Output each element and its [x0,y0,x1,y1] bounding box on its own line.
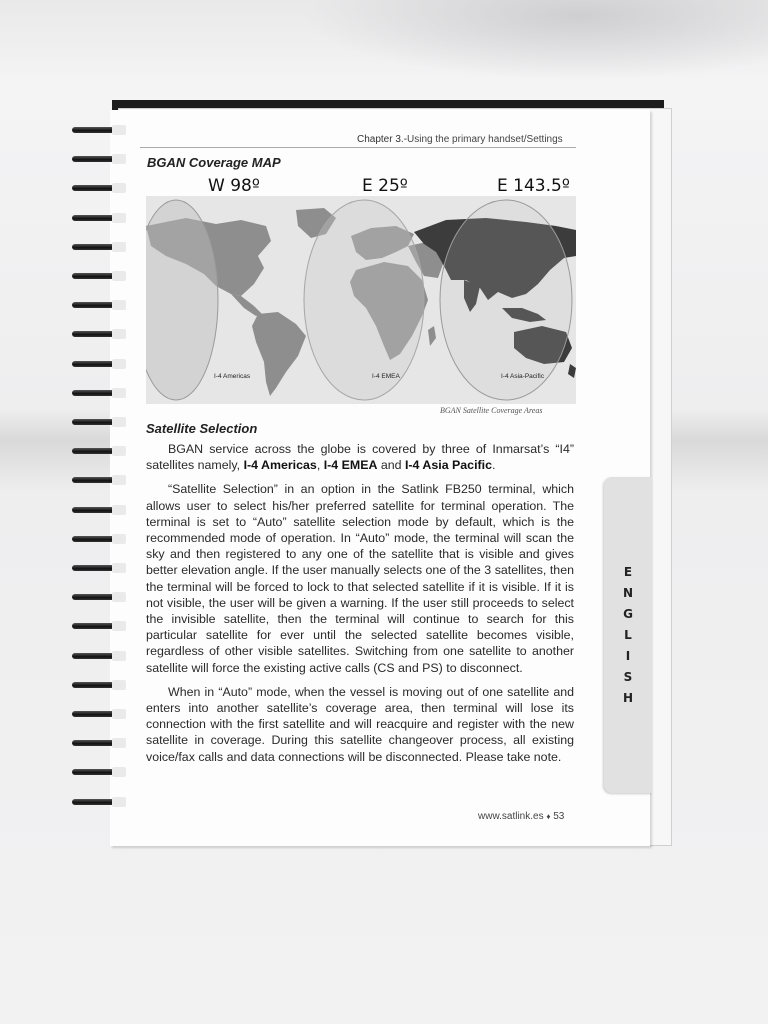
p1-text-d: and [377,458,405,473]
region-label-americas: I-4 Americas [214,373,251,380]
spiral-ring [72,329,126,341]
header-rule [140,147,576,148]
background-shadow [300,0,768,80]
language-tab-label [604,562,652,709]
map-title: BGAN Coverage MAP [147,155,281,170]
p1-text-c: , [316,458,324,473]
p1-text-a: BGAN service across the globe is covered by three of Inmarsat’s “I4” satellites namely, [146,442,574,473]
p1-bold-emea: I-4 EMEA [323,458,378,473]
satellite-label-emea: E 25º [362,176,408,196]
spiral-ring [72,475,126,487]
spiral-ring [72,738,126,750]
spiral-ring [72,417,126,429]
spiral-ring [72,767,126,779]
paragraph-3: When in “Auto” mode, when the vessel is moving out of one satellite and enters into another satellite’s coverage area, then terminal will lose its connection with the first satellite and will reacquire and register with the new satellite in coverage. During this satellite changeover process, all existing voice/fax calls and data connections will be disconnected. Please take note. [146,684,574,764]
spiral-ring [72,651,126,663]
spiral-ring [72,592,126,604]
spiral-ring [72,300,126,312]
language-tab-letter: E [623,565,633,579]
spiral-ring [72,125,126,137]
language-tab-letter: G [623,607,633,621]
footer-diamond-icon: ♦ [546,812,551,821]
satellite-label-americas: W 98º [208,176,260,196]
satellite-label-asia: E 143.5º [497,176,570,196]
p1-bold-americas: I-4 Americas [243,458,317,473]
spiral-ring [72,797,126,809]
spiral-ring [72,709,126,721]
spiral-ring [72,359,126,371]
spiral-ring [72,213,126,225]
language-tab-letter: L [624,628,632,642]
language-tab-letter: S [623,670,633,684]
paragraph-1 [146,441,574,473]
p1-text-e: . [491,458,496,473]
spiral-binding [72,125,132,825]
world-map-image [146,196,576,404]
language-tab-letter: N [622,586,634,600]
spiral-ring [72,534,126,546]
page-number: 53 [553,811,565,822]
spiral-ring [72,271,126,283]
spiral-ring [72,242,126,254]
language-tab-letter: H [622,691,634,705]
chapter-header [357,134,577,145]
spiral-ring [72,154,126,166]
spiral-ring [72,563,126,575]
chapter-label: Chapter 3.- [357,134,408,145]
page-footer [478,811,564,822]
spiral-ring [72,183,126,195]
region-label-asia: I-4 Asia-Pacific [501,373,544,380]
chapter-section: Using the primary handset/Settings [407,134,563,145]
p1-bold-asia: I-4 Asia Pacific [404,458,492,473]
section-title: Satellite Selection [146,421,258,436]
spiral-ring [72,680,126,692]
map-caption: BGAN Satellite Coverage Areas [440,406,543,415]
spiral-ring [72,621,126,633]
region-label-emea: I-4 EMEA [372,373,400,380]
spiral-ring [72,388,126,400]
footer-url: www.satlink.es [478,811,544,822]
spiral-ring [72,505,126,517]
paragraph-2: “Satellite Selection” in an option in the Satlink FB250 terminal, which allows user to select his/her preferred satellite for terminal operation. The terminal is set to “Auto” satellite selection mode by default, which is the recommended mode of operation. In “Auto” mode, the terminal will scan the sky and then registered to any one of the satellite that is visible and gives better elevation angle. If the user manually selects one of the 3 satellites, then the terminal will be forced to lock to that selected satellite if it is visible. If it is not visible, the user will be given a warning. If the user still proceeds to select the invisible satellite, then the terminal will continue to search for this particular satellite for ever until the selected satellite becomes visible, regardless of other visible satellites. Switching from one satellite to another satellite will force the existing active calls (CS and PS) to disconnect. [146,482,574,675]
section-body [146,441,574,773]
language-tab-letter: I [625,649,631,663]
coverage-map [146,196,576,404]
spiral-ring [72,446,126,458]
